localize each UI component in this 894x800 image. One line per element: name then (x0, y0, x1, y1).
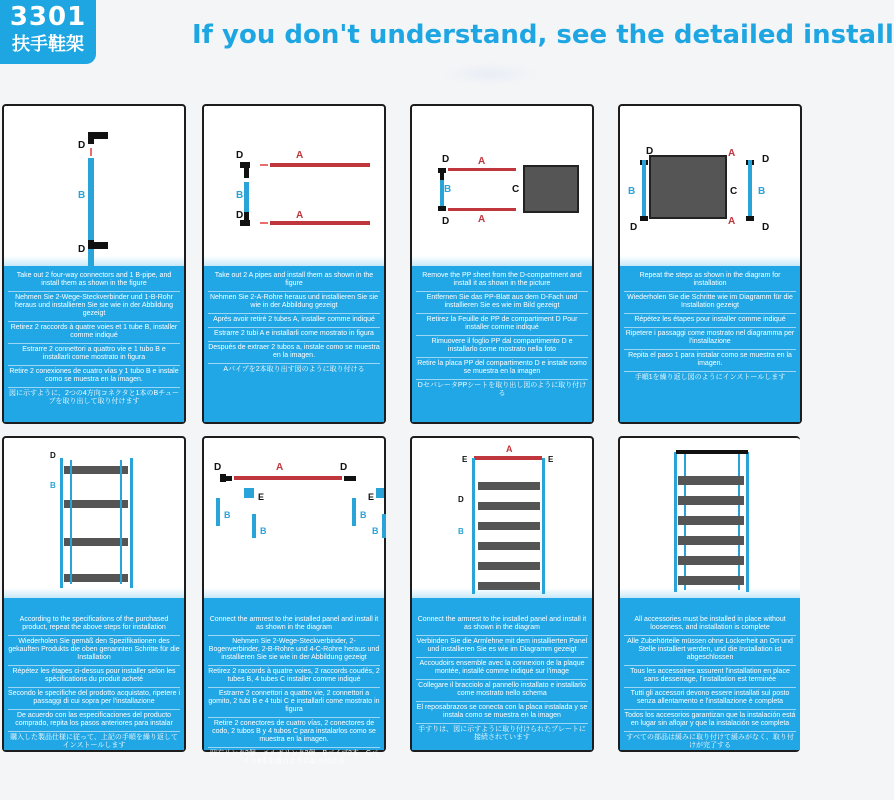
instruction-de: Wiederholen Sie gemäß den Spezifikationen des gekauften Produkts die oben genannten Schritte für die Installation (8, 636, 180, 666)
label-d: D (50, 451, 56, 460)
label-d-right: D (340, 462, 348, 473)
label-b: B (50, 481, 56, 490)
label-a-top: A (296, 150, 304, 161)
step-2-diagram (204, 106, 384, 266)
instruction-ja: DセパレータPPシートを取り出し図のように取り付ける (417, 382, 587, 397)
label-a-bottom: A (478, 214, 486, 225)
label-d-top-right: D (762, 154, 770, 165)
instruction-it: Collegare il bracciolo al pannello installato e installarlo come mostrato nello schema (416, 680, 588, 702)
instruction-fr: Tous les accessoires assurent l'installation en place sans desserrage, l'installation est terminée (624, 666, 796, 688)
instruction-en: Take out 2 A pipes and install them as shown in the figure (208, 270, 380, 292)
label-b: B (236, 190, 244, 201)
label-e-left: E (258, 492, 265, 502)
instruction-fr: Répétez les étapes ci-dessus pour installer selon les spécifications du produit acheté (8, 666, 180, 688)
instruction-it: Secondo le specifiche del prodotto acquistato, ripetere i passaggi di cui sopra per l'installazione (8, 688, 180, 710)
label-d-bottom: D (442, 216, 450, 227)
instruction-es: Todos los accesorios garantizan que la instalación está en lugar sin aflojar y que la instalación se completa (624, 710, 796, 732)
step-panel-5 (2, 436, 186, 752)
instruction-ja: 図に示すように、2つの4方向コネクタと1本のBチューブを取り出して取り付けます (9, 390, 179, 405)
instruction-fr: Retirez 2 raccords à quatre voies, 2 raccords coudés, 2 tubes B, 4 tubes C installer comme indiqué (208, 666, 380, 688)
instruction-ja: 購入した製品仕様に従って、上記の手順を繰り返してインストールします (10, 734, 178, 749)
step-panel-7 (410, 436, 594, 752)
instruction-de: Verbinden Sie die Armlehne mit dem installierten Panel und installieren Sie es wie im Diagramm gezeigt (416, 636, 588, 658)
step-panel-4 (618, 104, 802, 424)
product-name: 扶手鞋架 (12, 34, 84, 55)
step-panel-8 (618, 436, 800, 752)
label-d-top-left: D (646, 146, 654, 157)
instruction-de: Nehmen Sie 2-Wege-Steckverbinder und 1-B-Rohr heraus und installieren Sie sie wie in der Abbildung gezeigt (8, 292, 180, 322)
label-a: A (276, 462, 284, 473)
instruction-de: Nehmen Sie 2-Wege-Steckverbinder, 2-Bogenverbinder, 2-B-Rohre und 4-C-Rohre heraus und installieren Sie sie wie in der Abbildung gezeigt (208, 636, 380, 666)
instruction-ja: 手すりは、図に示すように取り付けられたプレートに接続されています (418, 726, 586, 741)
instruction-it: Estrarre 2 connettori a quattro vie, 2 connettori a gomito, 2 tubi B e 4 tubi C e installarli come mostrato in figura (208, 688, 380, 718)
page-title: If you don't understand, see the detailed install (192, 20, 894, 50)
instruction-it: Estrarre 2 connettori a quattro vie e 1 tubo B e installarli come mostrato in figura (8, 344, 180, 366)
step-panel-3 (410, 104, 594, 424)
instruction-fr: Répétez les étapes pour installer comme indiqué (624, 314, 796, 328)
label-e-1: E (462, 455, 468, 464)
instruction-en: Connect the armrest to the installed panel and install it as shown in the diagram (208, 614, 380, 636)
label-c: C (512, 184, 520, 195)
instruction-es: Después de extraer 2 tubos a, instale como se muestra en la imagen. (208, 342, 380, 364)
instruction-it: Ripetere i passaggi come mostrato nel diagramma per l'installazione (624, 328, 796, 350)
step-4-diagram (620, 106, 800, 266)
instruction-fr: Accoudoirs ensemble avec la connexion de la plaque montée, installé comme indiqué sur l'image (416, 658, 588, 680)
step-3-diagram (412, 106, 592, 266)
label-c: C (730, 186, 738, 197)
step-panel-6 (202, 436, 386, 765)
label-b-4: B (372, 526, 379, 536)
instruction-de: Entfernen Sie das PP-Blatt aus dem D-Fach und installieren Sie es wie im Bild gezeigt (416, 292, 588, 314)
label-d-bottom-left: D (630, 222, 638, 233)
instruction-en: Connect the armrest to the installed panel and install it as shown in the diagram (416, 614, 588, 636)
instruction-it: Rimuovere il foglio PP dal compartimento D e installarlo come mostrato nella foto (416, 336, 588, 358)
decorative-sparkle (440, 62, 540, 86)
label-d-bottom-right: D (762, 222, 770, 233)
instruction-en: According to the specifications of the purchased product, repeat the above steps for installation (8, 614, 180, 636)
label-d-top: D (78, 140, 86, 151)
label-a: A (506, 444, 513, 454)
label-d-bottom: D (78, 244, 86, 255)
instruction-it: Tutti gli accessori devono essere installati sul posto senza allentamento e l'installazione è completa (624, 688, 796, 710)
instruction-es: El reposabrazos se conecta con la placa instalada y se instala como se muestra en la imagen (416, 702, 588, 724)
model-number: 3301 (9, 2, 87, 32)
step-7-diagram (412, 438, 592, 598)
label-a-top: A (478, 156, 486, 167)
instruction-fr: Retirez 2 raccords à quatre voies et 1 tube B, installer comme indiqué (8, 322, 180, 344)
instruction-de: Alle Zubehörteile müssen ohne Lockerheit an Ort und Stelle installiert werden, und die Installation ist abgeschlossen (624, 636, 796, 666)
instruction-ja: 手順1を繰り返し図のようにインストールします (634, 374, 786, 381)
label-d-left: D (214, 462, 222, 473)
step-6-diagram (204, 438, 384, 598)
step-panel-1 (2, 104, 186, 424)
step-panel-2 (202, 104, 386, 424)
instruction-de: Wiederholen Sie die Schritte wie im Diagramm für die Installation gezeigt (624, 292, 796, 314)
label-a-bottom: A (296, 210, 304, 221)
label-d: D (458, 495, 464, 504)
instruction-ja: すべての部品は緩みに取り付けて緩みがなく、取り付けが完了する (626, 734, 794, 749)
label-d-bottom: D (236, 210, 244, 221)
label-b-right: B (758, 186, 766, 197)
label-e-2: E (548, 455, 554, 464)
instruction-en: Repeat the steps as shown in the diagram for installation (624, 270, 796, 292)
instruction-en: Take out 2 four-way connectors and 1 B-pipe, and install them as shown in the figure (8, 270, 180, 292)
label-b-2: B (260, 526, 267, 536)
instruction-fr: Retirez la Feuille de PP de compartiment D Pour installer comme indiqué (416, 314, 588, 336)
label-b: B (458, 527, 464, 536)
label-b-left: B (628, 186, 636, 197)
instruction-ja: 四方リンク2個、エルボリンク2個、Bパイプ2本、Cパイプ4本を図のように取り付ける (210, 750, 378, 765)
instruction-es: Retire 2 conexiones de cuatro vías y 1 tubo B e instale como se muestra en la imagen. (8, 366, 180, 388)
label-b-1: B (224, 510, 231, 520)
label-d-top: D (236, 150, 244, 161)
instruction-en: All accessories must be installed in place without looseness, and installation is complete (624, 614, 796, 636)
step-5-diagram (4, 438, 184, 598)
step-8-diagram (620, 438, 800, 598)
label-b-3: B (360, 510, 367, 520)
model-badge (0, 0, 96, 64)
label-e-right: E (368, 492, 375, 502)
instruction-de: Nehmen Sie 2-A-Rohre heraus und installieren Sie sie wie in der Abbildung gezeigt (208, 292, 380, 314)
label-b: B (78, 190, 86, 201)
instruction-es: De acuerdo con las especificaciones del producto comprado, repita los pasos anteriores para instalar (8, 710, 180, 732)
instruction-es: Retire 2 conectores de cuatro vías, 2 conectores de codo, 2 tubos B y 4 tubos C para instalarlos como se muestra en la imagen. (208, 718, 380, 748)
step-1-diagram (4, 106, 184, 266)
instruction-es: Retire la placa PP del compartimento D e instale como se muestra en la imagen (416, 358, 588, 380)
instruction-fr: Après avoir retiré 2 tubes A, installer comme indiqué (208, 314, 380, 328)
instruction-ja: Aパイプを2本取り出す図のように取り付ける (223, 366, 365, 373)
label-a-top: A (728, 148, 736, 159)
instruction-en: Remove the PP sheet from the D-compartment and install it as shown in the picture (416, 270, 588, 292)
label-a-bottom: A (728, 216, 736, 227)
instruction-it: Estrarre 2 tubi A e installarli come mostrato in figura (208, 328, 380, 342)
label-d-top: D (442, 154, 450, 165)
label-b: B (444, 184, 452, 195)
instruction-es: Repita el paso 1 para instalar como se muestra en la imagen. (624, 350, 796, 372)
